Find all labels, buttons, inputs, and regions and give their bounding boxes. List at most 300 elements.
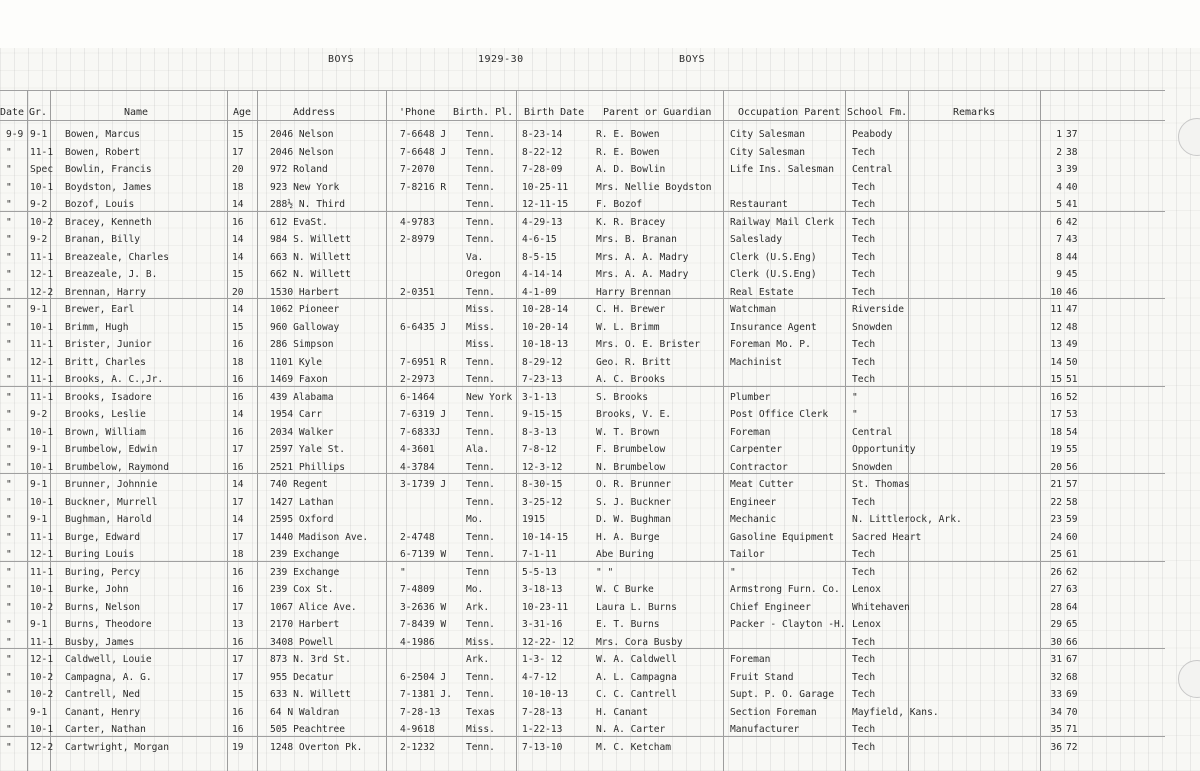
row-birth-date: 5-5-13 xyxy=(522,566,557,578)
row-parent: W. A. Caldwell xyxy=(596,654,677,665)
row-birth-date: 3-1-13 xyxy=(522,391,557,403)
row-occupation: Foreman xyxy=(730,426,771,438)
row-date: " xyxy=(6,199,12,210)
row-age: 18 xyxy=(232,549,244,560)
row-grade: 9-1 xyxy=(30,514,48,525)
row-address: 3408 Powell xyxy=(270,636,334,648)
row-grade: 12-2 xyxy=(30,286,54,298)
row-occupation: Section Foreman xyxy=(730,706,817,718)
row-parent: Geo. R. Britt xyxy=(596,356,672,368)
row-id: 60 xyxy=(1066,531,1078,543)
row-occupation: Machinist xyxy=(730,356,782,368)
row-school: Tech xyxy=(852,689,876,700)
row-grade: 10-2 xyxy=(30,671,54,683)
row-grade: Spec xyxy=(30,164,54,175)
row-date: " xyxy=(6,286,12,298)
row-age: 15 xyxy=(232,321,244,333)
row-grade: 10-1 xyxy=(30,496,54,508)
row-number: 4 xyxy=(1056,181,1062,193)
row-school: St. Thomas xyxy=(852,479,910,490)
row-school: " xyxy=(852,409,858,420)
row-id: 42 xyxy=(1066,216,1078,228)
row-phone: 7-6648 J xyxy=(400,146,447,158)
row-date: " xyxy=(6,216,12,228)
row-address: 740 Regent xyxy=(270,479,328,490)
row-name: Bowen, Marcus xyxy=(65,129,141,140)
row-school: Tech xyxy=(852,251,876,263)
row-date: " xyxy=(6,374,12,385)
row-date: " xyxy=(6,426,12,438)
row-date: " xyxy=(6,304,12,315)
row-date: " xyxy=(6,601,12,613)
row-birth-date: 1915 xyxy=(522,514,546,525)
table-row xyxy=(0,476,1165,494)
row-address: 2597 Yale St. xyxy=(270,444,346,455)
row-number: 9 xyxy=(1056,269,1062,280)
row-date: " xyxy=(6,584,12,595)
row-age: 20 xyxy=(232,286,244,298)
row-age: 18 xyxy=(232,356,244,368)
row-phone: " xyxy=(400,566,406,578)
row-parent: C. C. Cantrell xyxy=(596,689,677,700)
row-age: 16 xyxy=(232,216,244,228)
row-number: 26 xyxy=(1050,566,1062,578)
row-date: " xyxy=(6,409,12,420)
row-parent: K. R. Bracey xyxy=(596,216,666,228)
row-parent: Abe Buring xyxy=(596,549,654,560)
row-occupation: Foreman xyxy=(730,654,771,665)
paper-top-margin xyxy=(0,0,1200,48)
row-phone: 7-1381 J. xyxy=(400,689,452,700)
row-date: " xyxy=(6,531,12,543)
row-parent: F. Brumbelow xyxy=(596,444,666,455)
row-age: 17 xyxy=(232,671,244,683)
row-grade: 9-2 xyxy=(30,234,48,245)
table-row xyxy=(0,564,1165,582)
row-school: Tech xyxy=(852,356,876,368)
row-birth-date: 7-23-13 xyxy=(522,374,563,385)
row-number: 25 xyxy=(1050,549,1062,560)
row-date: " xyxy=(6,339,12,350)
row-name: Brown, William xyxy=(65,426,146,438)
row-id: 52 xyxy=(1066,391,1078,403)
row-name: Branan, Billy xyxy=(65,234,141,245)
row-address: 662 N. Willett xyxy=(270,269,351,280)
row-phone: 7-6648 J xyxy=(400,129,447,140)
row-birth-date: 7-28-13 xyxy=(522,706,563,718)
row-address: 239 Exchange xyxy=(270,566,340,578)
col-header-birth-date: Birth Date xyxy=(524,107,585,118)
row-date: " xyxy=(6,724,12,735)
row-number: 17 xyxy=(1050,409,1062,420)
table-row xyxy=(0,179,1165,197)
col-header-date: Date xyxy=(0,107,25,118)
row-school: Central xyxy=(852,426,893,438)
row-grade: 12-1 xyxy=(30,549,54,560)
row-occupation: City Salesman xyxy=(730,146,806,158)
row-parent: W. C Burke xyxy=(596,584,654,595)
row-occupation: Chief Engineer xyxy=(730,601,811,613)
row-birth-date: 8-3-13 xyxy=(522,426,557,438)
table-row xyxy=(0,406,1165,424)
row-parent: Mrs. Cora Busby xyxy=(596,636,683,648)
row-address: 972 Roland xyxy=(270,164,328,175)
row-name: Busby, James xyxy=(65,636,135,648)
row-occupation: Fruit Stand xyxy=(730,671,794,683)
header-year: 1929-30 xyxy=(478,54,524,65)
row-school: Peabody xyxy=(852,129,893,140)
row-grade: 10-1 xyxy=(30,181,54,193)
row-id: 53 xyxy=(1066,409,1078,420)
row-name: Britt, Charles xyxy=(65,356,146,368)
row-grade: 9-1 xyxy=(30,479,48,490)
row-parent: W. T. Brown xyxy=(596,426,660,438)
row-age: 14 xyxy=(232,304,244,315)
row-name: Brennan, Harry xyxy=(65,286,146,298)
row-occupation: Plumber xyxy=(730,391,771,403)
row-birth-place: Mo. xyxy=(466,514,484,525)
row-grade: 12-1 xyxy=(30,269,54,280)
row-age: 15 xyxy=(232,269,244,280)
table-row xyxy=(0,249,1165,267)
row-number: 6 xyxy=(1056,216,1062,228)
row-id: 41 xyxy=(1066,199,1078,210)
row-age: 14 xyxy=(232,251,244,263)
header-boys-right: BOYS xyxy=(679,54,706,65)
row-age: 16 xyxy=(232,374,244,385)
row-number: 33 xyxy=(1050,689,1062,700)
col-header-name: Name xyxy=(124,107,149,118)
row-birth-date: 7-8-12 xyxy=(522,444,557,455)
row-birth-date: 12-11-15 xyxy=(522,199,569,210)
row-phone: 2-0351 xyxy=(400,286,435,298)
group-rule xyxy=(0,736,1165,737)
row-school: Mayfield, Kans. xyxy=(852,706,939,718)
row-phone: 7-8216 R xyxy=(400,181,447,193)
row-birth-date: 8-22-12 xyxy=(522,146,563,158)
row-birth-date: 9-15-15 xyxy=(522,409,563,420)
row-grade: 9-1 xyxy=(30,706,48,718)
row-age: 19 xyxy=(232,741,244,753)
row-id: 50 xyxy=(1066,356,1078,368)
row-age: 14 xyxy=(232,479,244,490)
row-name: Burns, Nelson xyxy=(65,601,141,613)
row-address: 1062 Pioneer xyxy=(270,304,340,315)
row-school: Riverside xyxy=(852,304,904,315)
row-grade: 11-1 xyxy=(30,146,54,158)
row-address: 1101 Kyle xyxy=(270,356,322,368)
group-rule xyxy=(0,648,1165,649)
row-name: Buring Louis xyxy=(65,549,135,560)
row-address: 1530 Harbert xyxy=(270,286,340,298)
row-age: 16 xyxy=(232,339,244,350)
row-number: 36 xyxy=(1050,741,1062,753)
row-occupation: Manufacturer xyxy=(730,724,800,735)
row-number: 7 xyxy=(1056,234,1062,245)
row-birth-date: 12-3-12 xyxy=(522,461,563,473)
row-grade: 12-1 xyxy=(30,356,54,368)
table-row xyxy=(0,231,1165,249)
row-birth-place: Mo. xyxy=(466,584,484,595)
col-header-remarks: Remarks xyxy=(953,107,996,118)
row-occupation: Real Estate xyxy=(730,286,794,298)
row-grade: 11-1 xyxy=(30,251,54,263)
row-number: 10 xyxy=(1050,286,1062,298)
row-birth-place: Ark. xyxy=(466,654,490,665)
row-birth-place: Tenn. xyxy=(466,146,495,158)
row-phone: 7-6951 R xyxy=(400,356,447,368)
row-birth-place: Miss. xyxy=(466,724,495,735)
row-birth-date: 8-30-15 xyxy=(522,479,563,490)
row-parent: A. C. Brooks xyxy=(596,374,666,385)
row-school: Tech xyxy=(852,146,876,158)
row-address: 239 Exchange xyxy=(270,549,340,560)
row-school: Tech xyxy=(852,269,876,280)
row-address: 1954 Carr xyxy=(270,409,322,420)
col-header-address: Address xyxy=(293,107,336,118)
col-header-parent: Parent or Guardian xyxy=(603,107,712,118)
row-parent: W. L. Brimm xyxy=(596,321,660,333)
row-age: 20 xyxy=(232,164,244,175)
row-grade: 11-1 xyxy=(30,374,54,385)
row-date: " xyxy=(6,164,12,175)
row-id: 72 xyxy=(1066,741,1078,753)
row-occupation: Clerk (U.S.Eng) xyxy=(730,269,817,280)
row-grade: 9-1 xyxy=(30,619,48,630)
row-address: 955 Decatur xyxy=(270,671,334,683)
row-address: 633 N. Willett xyxy=(270,689,351,700)
table-row xyxy=(0,704,1165,722)
row-birth-date: 8-23-14 xyxy=(522,129,563,140)
row-birth-place: Tenn. xyxy=(466,129,495,140)
row-age: 14 xyxy=(232,409,244,420)
row-birth-place: Tenn. xyxy=(466,199,495,210)
row-age: 14 xyxy=(232,234,244,245)
row-occupation: Restaurant xyxy=(730,199,788,210)
row-birth-date: 4-1-09 xyxy=(522,286,557,298)
row-id: 58 xyxy=(1066,496,1078,508)
row-birth-date: 4-7-12 xyxy=(522,671,557,683)
row-birth-place: Tenn. xyxy=(466,216,495,228)
table-row xyxy=(0,686,1165,704)
row-occupation: Clerk (U.S.Eng) xyxy=(730,251,817,263)
row-birth-place: Tenn. xyxy=(466,619,495,630)
row-school: Tech xyxy=(852,549,876,560)
row-grade: 10-1 xyxy=(30,426,54,438)
row-address: 439 Alabama xyxy=(270,391,334,403)
row-phone: 6-7139 W xyxy=(400,549,447,560)
row-age: 17 xyxy=(232,601,244,613)
row-address: 64 N Waldran xyxy=(270,706,340,718)
row-occupation: Saleslady xyxy=(730,234,782,245)
row-occupation: Post Office Clerk xyxy=(730,409,829,420)
row-birth-date: 10-18-13 xyxy=(522,339,569,350)
row-grade: 9-2 xyxy=(30,409,48,420)
row-birth-place: Miss. xyxy=(466,304,495,315)
table-row xyxy=(0,424,1165,442)
table-row xyxy=(0,511,1165,529)
row-grade: 11-1 xyxy=(30,339,54,350)
row-school: Lenox xyxy=(852,584,881,595)
row-id: 43 xyxy=(1066,234,1078,245)
row-date: " xyxy=(6,146,12,158)
row-occupation: City Salesman xyxy=(730,129,806,140)
row-parent: S. Brooks xyxy=(596,391,648,403)
row-birth-place: Tenn. xyxy=(466,531,495,543)
row-age: 16 xyxy=(232,426,244,438)
row-name: Brooks, Leslie xyxy=(65,409,146,420)
row-birth-place: New York xyxy=(466,391,513,403)
row-age: 17 xyxy=(232,496,244,508)
row-parent: A. L. Campagna xyxy=(596,671,677,683)
table-row xyxy=(0,301,1165,319)
row-phone: 3-1739 J xyxy=(400,479,447,490)
row-id: 46 xyxy=(1066,286,1078,298)
row-id: 68 xyxy=(1066,671,1078,683)
row-grade: 9-1 xyxy=(30,304,48,315)
row-phone: 6-2504 J xyxy=(400,671,447,683)
row-school: Lenox xyxy=(852,619,881,630)
row-birth-date: 12-22- 12 xyxy=(522,636,574,648)
col-header-phone: 'Phone xyxy=(399,107,436,118)
row-occupation: " xyxy=(730,566,736,578)
row-parent: M. C. Ketcham xyxy=(596,741,672,753)
row-id: 48 xyxy=(1066,321,1078,333)
row-parent: Mrs. B. Branan xyxy=(596,234,677,245)
row-address: 984 S. Willett xyxy=(270,234,351,245)
row-address: 239 Cox St. xyxy=(270,584,334,595)
row-address: 2521 Phillips xyxy=(270,461,346,473)
row-number: 2 xyxy=(1056,146,1062,158)
row-birth-date: 7-1-11 xyxy=(522,549,557,560)
row-id: 66 xyxy=(1066,636,1078,648)
row-name: Carter, Nathan xyxy=(65,724,146,735)
row-age: 18 xyxy=(232,181,244,193)
row-birth-place: Tenn. xyxy=(466,689,495,700)
col-header-age: Age xyxy=(233,107,252,118)
row-date: " xyxy=(6,479,12,490)
row-number: 22 xyxy=(1050,496,1062,508)
row-parent: N. A. Carter xyxy=(596,724,666,735)
row-address: 2034 Walker xyxy=(270,426,334,438)
row-number: 5 xyxy=(1056,199,1062,210)
row-age: 15 xyxy=(232,129,244,140)
row-parent: A. D. Bowlin xyxy=(596,164,666,175)
row-address: 1427 Lathan xyxy=(270,496,334,508)
row-id: 47 xyxy=(1066,304,1078,315)
row-address: 288½ N. Third xyxy=(270,199,346,210)
row-id: 49 xyxy=(1066,339,1078,350)
row-id: 55 xyxy=(1066,444,1078,455)
row-birth-date: 8-5-15 xyxy=(522,251,557,263)
row-birth-date: 1-22-13 xyxy=(522,724,563,735)
row-occupation: Meat Cutter xyxy=(730,479,794,490)
row-name: Breazeale, J. B. xyxy=(65,269,158,280)
row-birth-place: Oregon xyxy=(466,269,501,280)
table-row xyxy=(0,651,1165,669)
row-birth-place: Miss. xyxy=(466,636,495,648)
row-birth-date: 3-31-16 xyxy=(522,619,563,630)
table-row xyxy=(0,319,1165,337)
row-birth-date: 4-6-15 xyxy=(522,234,557,245)
row-address: 923 New York xyxy=(270,181,340,193)
row-grade: 10-2 xyxy=(30,216,54,228)
row-school: " xyxy=(852,391,858,403)
row-birth-place: Tenn. xyxy=(466,234,495,245)
row-id: 69 xyxy=(1066,689,1078,700)
row-name: Bowen, Robert xyxy=(65,146,141,158)
row-date: " xyxy=(6,234,12,245)
row-phone: 4-9783 xyxy=(400,216,435,228)
row-name: Brooks, A. C.,Jr. xyxy=(65,374,164,385)
row-occupation: Packer - Clayton -H. xyxy=(730,619,846,630)
table-row xyxy=(0,669,1165,687)
row-birth-date: 10-28-14 xyxy=(522,304,569,315)
row-school: Snowden xyxy=(852,321,893,333)
row-parent: R. E. Bowen xyxy=(596,146,660,158)
row-birth-place: Tenn. xyxy=(466,356,495,368)
row-number: 23 xyxy=(1050,514,1062,525)
row-phone: 2-1232 xyxy=(400,741,435,753)
row-occupation: Foreman Mo. P. xyxy=(730,339,811,350)
row-age: 16 xyxy=(232,461,244,473)
row-age: 16 xyxy=(232,566,244,578)
row-number: 20 xyxy=(1050,461,1062,473)
row-parent: Brooks, V. E. xyxy=(596,409,672,420)
row-name: Boydston, James xyxy=(65,181,152,193)
row-date: " xyxy=(6,741,12,753)
row-birth-date: 1-3- 12 xyxy=(522,654,563,665)
row-name: Burke, John xyxy=(65,584,129,595)
row-number: 1 xyxy=(1056,129,1062,140)
row-name: Brister, Junior xyxy=(65,339,152,350)
row-birth-place: Tenn. xyxy=(466,426,495,438)
row-address: 612 EvaSt. xyxy=(270,216,328,228)
row-name: Bughman, Harold xyxy=(65,514,152,525)
row-address: 873 N. 3rd St. xyxy=(270,654,351,665)
row-birth-date: 4-14-14 xyxy=(522,269,563,280)
row-number: 31 xyxy=(1050,654,1062,665)
row-birth-date: 10-25-11 xyxy=(522,181,569,193)
row-name: Brewer, Earl xyxy=(65,304,135,315)
row-address: 1469 Faxon xyxy=(270,374,328,385)
group-rule xyxy=(0,211,1165,212)
row-date: " xyxy=(6,706,12,718)
row-number: 28 xyxy=(1050,601,1062,613)
row-date: " xyxy=(6,444,12,455)
row-school: Tech xyxy=(852,654,876,665)
row-address: 2595 Oxford xyxy=(270,514,334,525)
row-school: Whitehaven xyxy=(852,601,910,613)
row-date: " xyxy=(6,654,12,665)
row-phone: 4-3784 xyxy=(400,461,435,473)
row-birth-date: 7-28-09 xyxy=(522,164,563,175)
row-number: 18 xyxy=(1050,426,1062,438)
row-id: 37 xyxy=(1066,129,1078,140)
row-id: 45 xyxy=(1066,269,1078,280)
row-parent: S. J. Buckner xyxy=(596,496,672,508)
row-number: 15 xyxy=(1050,374,1062,385)
row-number: 16 xyxy=(1050,391,1062,403)
row-id: 67 xyxy=(1066,654,1078,665)
row-parent: C. H. Brewer xyxy=(596,304,666,315)
row-address: 1248 Overton Pk. xyxy=(270,741,363,753)
row-parent: E. T. Burns xyxy=(596,619,660,630)
row-occupation: Gasoline Equipment xyxy=(730,531,834,543)
row-name: Brooks, Isadore xyxy=(65,391,152,403)
table-row xyxy=(0,266,1165,284)
row-date: " xyxy=(6,566,12,578)
